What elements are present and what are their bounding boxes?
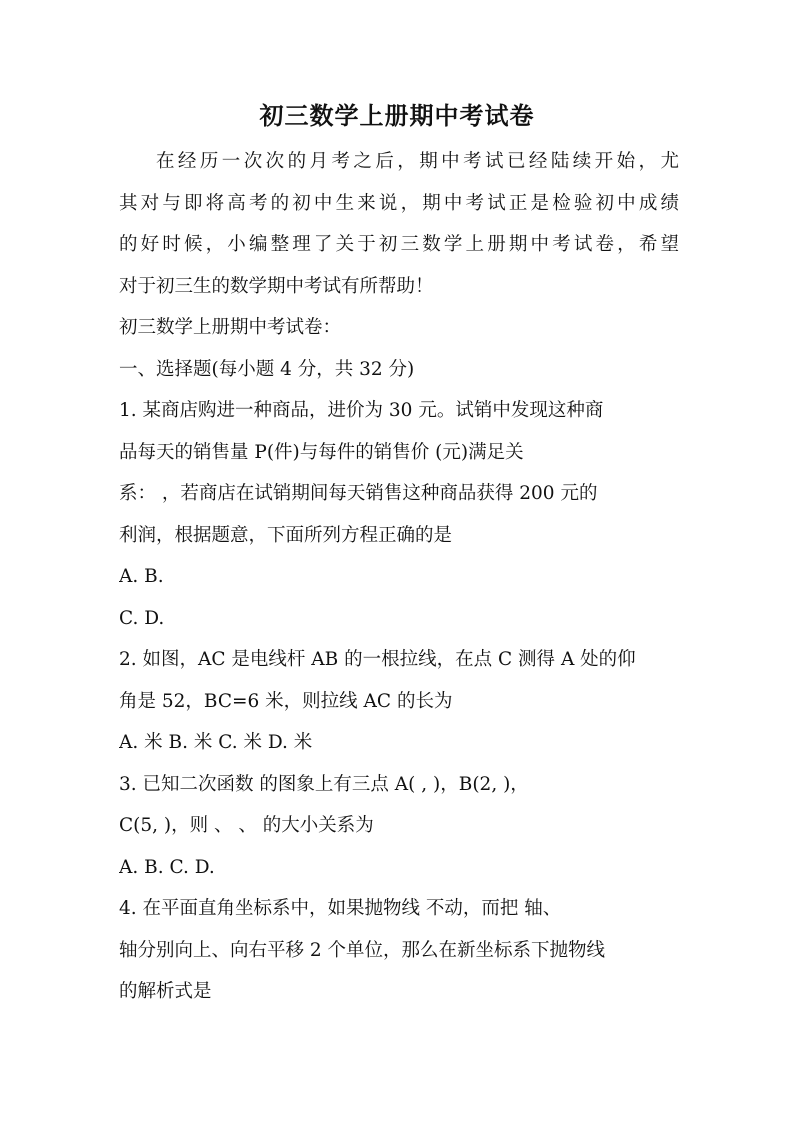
question-line: 系： ，若商店在试销期间每天销售这种商品获得 200 元的	[119, 483, 598, 504]
answer-options: C. D.	[119, 607, 165, 629]
section-heading: 初三数学上册期中考试卷：	[119, 317, 342, 338]
answer-options: A. 米 B. 米 C. 米 D. 米	[119, 732, 313, 753]
intro-line: 在经历一次次的月考之后，期中考试已经陆续开始，尤	[156, 151, 679, 172]
question-line: 轴分别向上、向右平移 2 个单位，那么在新坐标系下抛物线	[119, 939, 606, 961]
question-line: 2. 如图，AC 是电线杆 AB 的一根拉线，在点 C 测得 A 处的仰	[119, 649, 636, 670]
question-line: 的解析式是	[119, 981, 212, 1002]
intro-line: 的好时候，小编整理了关于初三数学上册期中考试卷，希望	[119, 234, 679, 255]
question-line: 1. 某商店购进一种商品，进价为 30 元。试销中发现这种商	[119, 400, 604, 421]
question-line: 利润，根据题意，下面所列方程正确的是	[119, 524, 453, 546]
question-line: 3. 已知二次函数 的图象上有三点 A( , )，B(2, )，	[119, 773, 529, 795]
question-line: 4. 在平面直角坐标系中，如果抛物线 不动，而把 轴、	[119, 898, 562, 919]
answer-options: A. B. C. D.	[119, 856, 215, 878]
question-line: 角是 52，BC=6 米，则拉线 AC 的长为	[119, 690, 453, 712]
intro-line: 其对与即将高考的初中生来说，期中考试正是检验初中成绩	[119, 192, 679, 214]
question-line: C(5, )，则 、 、 的大小关系为	[119, 815, 374, 836]
question-line: 品每天的销售量 P(件)与每件的销售价 (元)满足关	[119, 441, 524, 463]
document-title: 初三数学上册期中考试卷	[259, 101, 535, 130]
document-body	[119, 141, 679, 1013]
intro-line: 对于初三生的数学期中考试有所帮助！	[119, 275, 434, 297]
answer-options: A. B.	[119, 566, 164, 587]
section-heading: 一、选择题(每小题 4 分，共 32 分)	[119, 358, 415, 380]
